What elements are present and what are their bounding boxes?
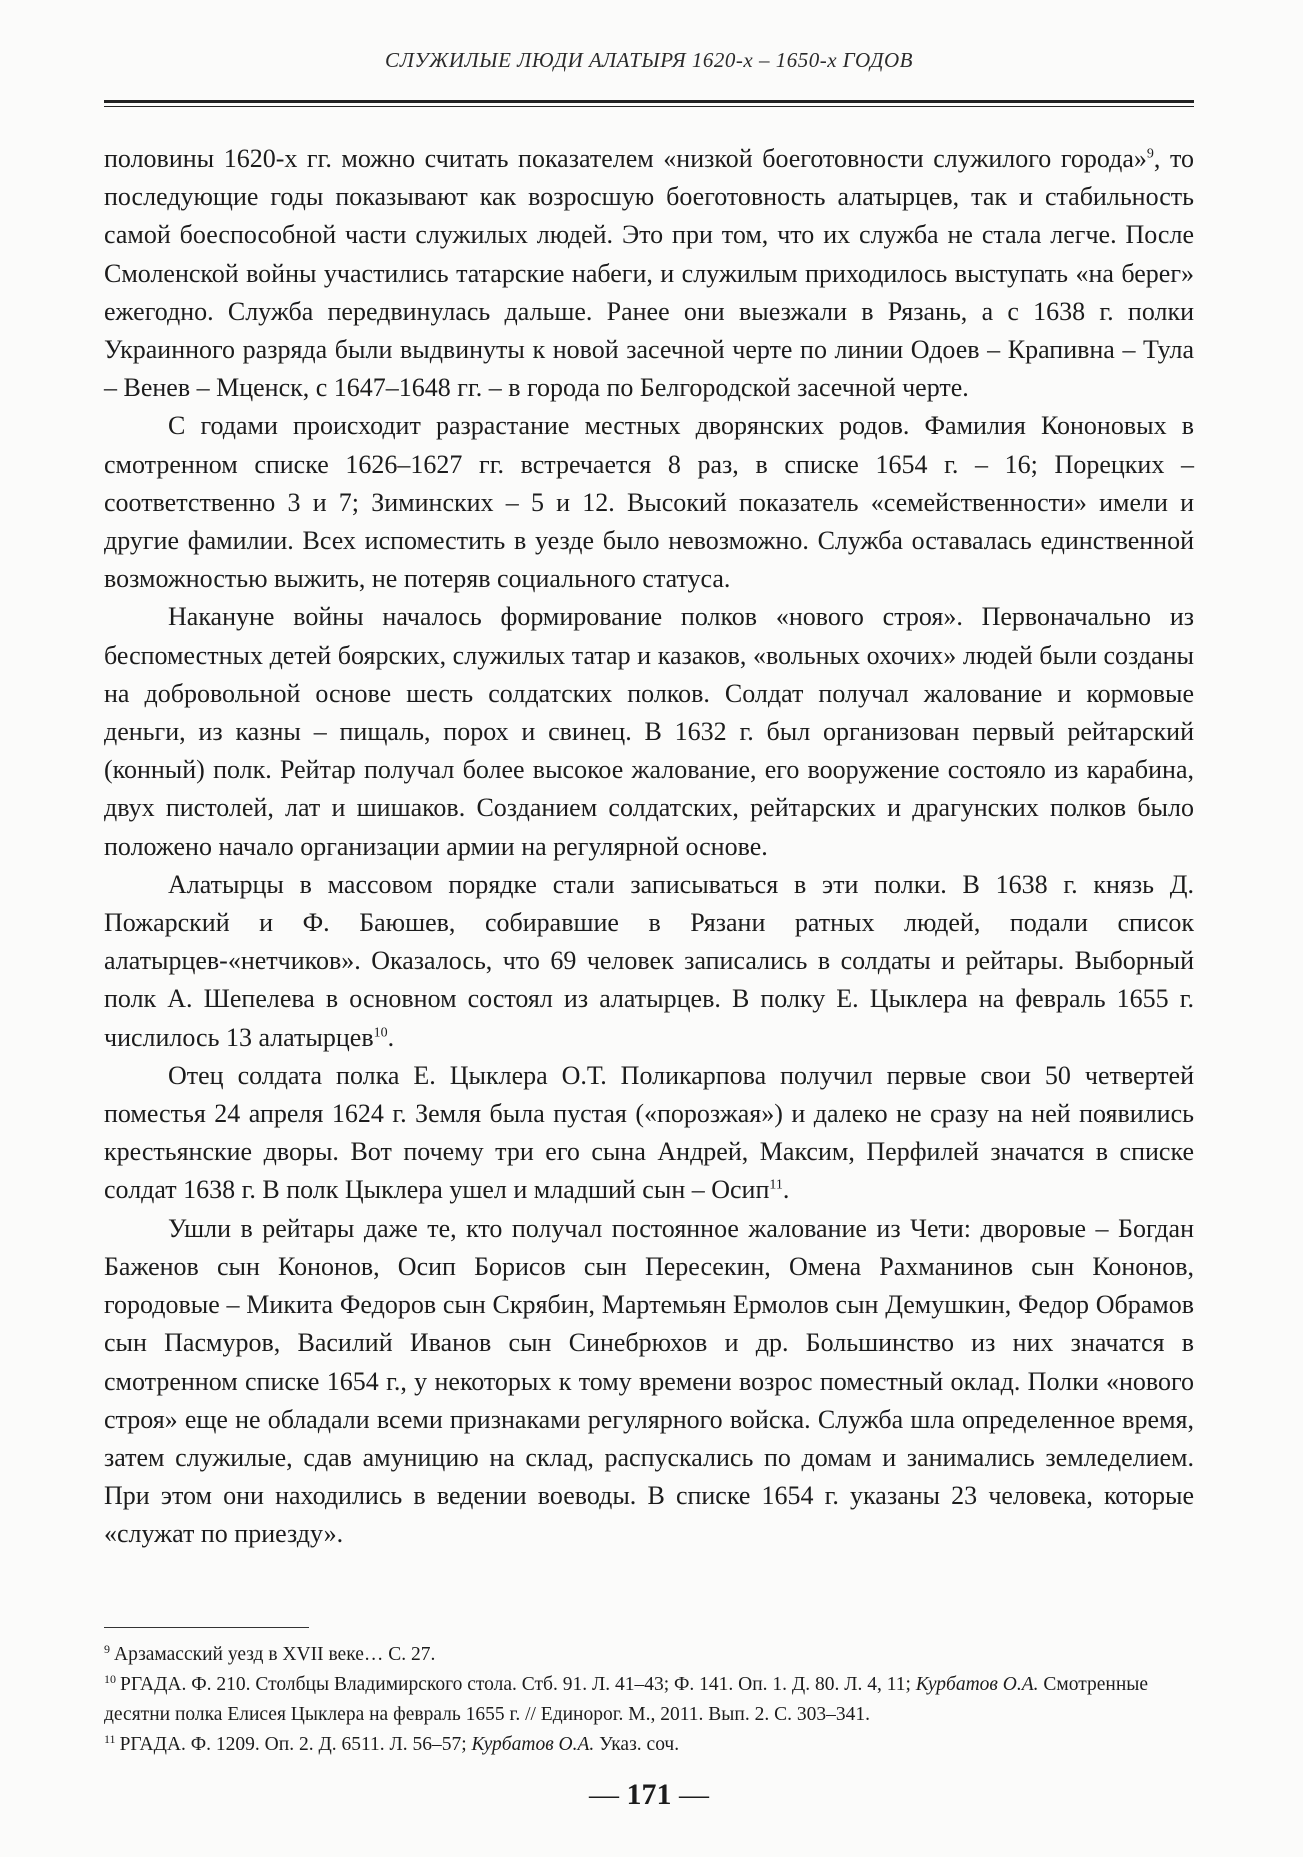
footnote-ref-9[interactable]: 9	[1146, 146, 1154, 162]
running-head: СЛУЖИЛЫЕ ЛЮДИ АЛАТЫРЯ 1620-х – 1650-х ГОДОВ	[385, 48, 913, 72]
paragraph-2: С годами происходит разрастание местных дворянских родов. Фамилия Кононовых в смотренном списке 1626–1627 гг. встречается 8 раз, в списке 1654 г. – 16; Порецких – соответственно 3 и 7; Зиминских – 5 и 12. Высокий показатель «семейственности» имели и другие фамилии. Всех испоместить в уезде было невозможно. Служба оставалась единственной возможностью выжить, не потеряв социального статуса.	[104, 411, 1194, 594]
footnotes	[104, 1640, 1194, 1760]
paragraph-3: Накануне войны началось формирование полков «нового строя». Первоначально из беспоместных детей боярских, служилых татар и казаков, «вольных охочих» людей были созданы на добровольной основе шесть солдатских полков. Солдат получал жалование и кормовые деньги, из казны – пищаль, порох и свинец. В 1632 г. был организован первый рейтарский (конный) полк. Рейтар получал более высокое жалование, его вооружение состояло из карабина, двух пистолей, лат и шишаков. Созданием солдатских, рейтарских и драгунских полков было положено начало организации армии на регулярной основе.	[104, 602, 1194, 861]
footnote-10: $^{10}$ РГАДА. Ф. 210. Столбцы Владимирского стола. Стб. 91. Л. 41–43; Ф. 141. Оп. 1. Д. 80. Л. 4, 11; Курбатов О.А. Смотренные десятни полка Елисея Цыклера на февраль 1655 г. // Единорог. М., 2011. Вып. 2. С. 303–341.	[104, 1671, 1149, 1725]
paragraph-5: Отец солдата полка Е. Цыклера О.Т. Поликарпова получил первые свои 50 четвертей поместья 24 апреля 1624 г. Земля была пустая («порозжая») и далеко не сразу на ней появились крестьянские дворы. Вот почему три его сына Андрей, Максим, Перфилей значатся в списке солдат 1638 г. В полк Цыклера ушел и младший сын – Осип$^{11}$.	[104, 1060, 1194, 1205]
footnote-9: $^9$ Арзамасский уезд в XVII веке… С. 27.	[104, 1641, 436, 1665]
paragraph-1: половины 1620-х гг. можно считать показателем «низкой боеготовности служилого города»$^9$, то последующие годы показывают как возросшую боеготовность алатырцев, так и стабильность самой боеспособной части служилых людей. Это при том, что их служба не стала легче. После Смоленской войны участились татарские набеги, и служилым приходилось выступать «на берег» ежегодно. Служба передвинулась дальше. Ранее они выезжали в Рязань, а с 1638 г. полки Украинного разряда были выдвинуты к новой засечной черте по линии Одоев – Крапивна – Тула – Венев – Мценск, с 1647–1648 гг. – в города по Белгородской засечной черте.	[104, 144, 1194, 403]
body-text	[104, 140, 1194, 1554]
header-rule-thin	[104, 106, 1194, 107]
footnote-ref-11[interactable]: 11	[769, 1177, 783, 1193]
page-number: — 171 —	[589, 1778, 709, 1811]
paragraph-4: Алатырцы в массовом порядке стали записываться в эти полки. В 1638 г. князь Д. Пожарский и Ф. Баюшев, собиравшие в Рязани ратных людей, подали список алатырцев-«нетчиков». Оказалось, что 69 человек записались в солдаты и рейтары. Выборный полк А. Шепелева в основном состоял из алатырцев. В полку Е. Цыклера на февраль 1655 г. числилось 13 алатырцев$^{10}$.	[104, 869, 1194, 1052]
footnote-ref-10[interactable]: 10	[373, 1025, 388, 1041]
paragraph-6: Ушли в рейтары даже те, кто получал постоянное жалование из Чети: дворовые – Богдан Баженов сын Кононов, Осип Борисов сын Пересекин, Омена Рахманинов сын Кононов, городовые – Микита Федоров сын Скрябин, Мартемьян Ермолов сын Демушкин, Федор Обрамов сын Пасмуров, Василий Иванов сын Синебрюхов и др. Большинство из них значатся в смотренном списке 1654 г., у некоторых к тому времени возрос поместный оклад. Полки «нового строя» еще не обладали всеми признаками регулярного войска. Служба шла определенное время, затем служилые, сдав амуницию на склад, распускались по домам и занимались земледелием. При этом они находились в ведении воеводы. В списке 1654 г. указаны 23 человека, которые «служат по приезду».	[104, 1213, 1194, 1549]
header-rule-thick	[104, 100, 1194, 103]
footnote-divider	[104, 1627, 309, 1628]
footnote-11: $^{11}$ РГАДА. Ф. 1209. Оп. 2. Д. 6511. Л. 56–57; Курбатов О.А. Указ. соч.	[104, 1731, 680, 1755]
